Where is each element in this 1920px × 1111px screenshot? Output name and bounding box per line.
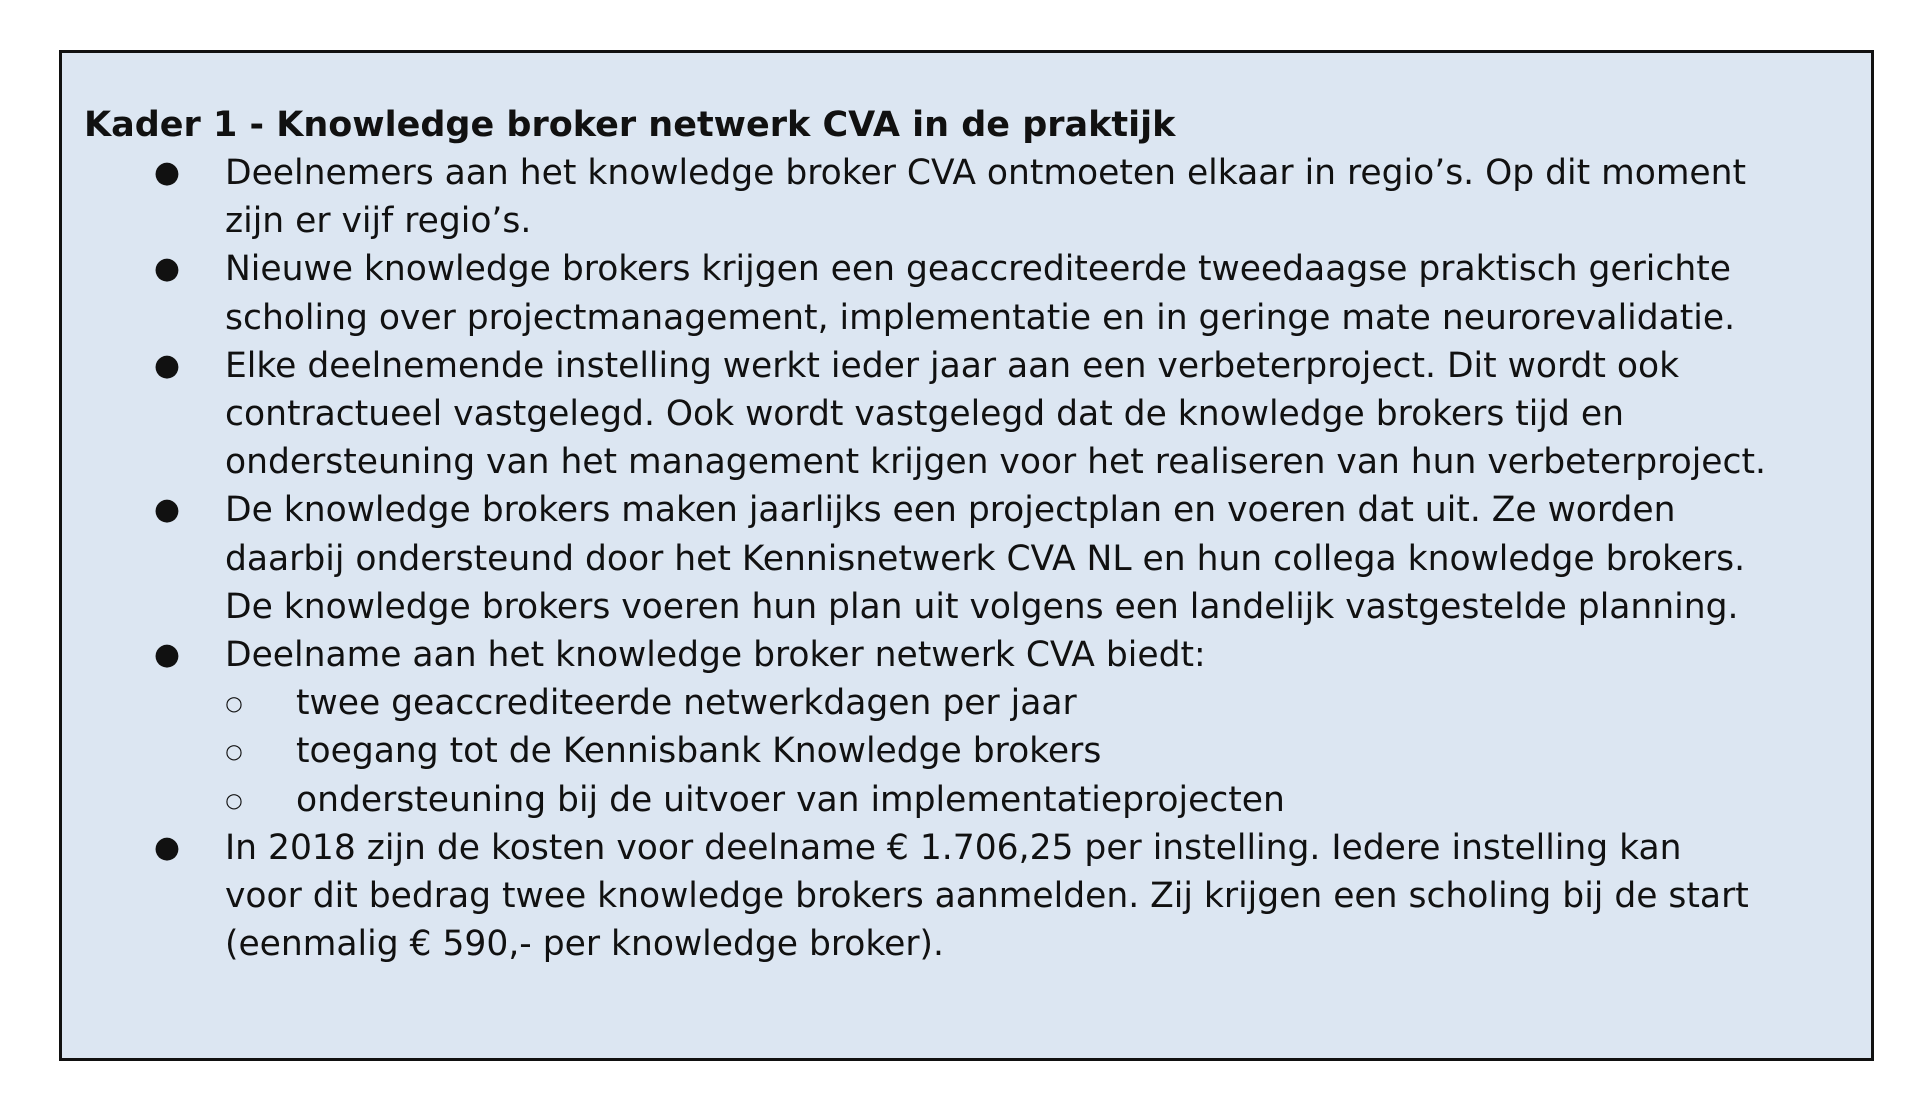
- list-item-line: Elke deelnemende instelling werkt ieder jaar aan een verbeterproject. Dit wordt ook: [225, 345, 1680, 386]
- sub-list-item: [225, 776, 1851, 824]
- list-item-line: voor dit bedrag twee knowledge brokers aanmelden. Zij krijgen een scholing bij de start: [225, 876, 1749, 917]
- list-item-line: De knowledge brokers maken jaarlijks een projectplan en voeren dat uit. Ze worden: [225, 490, 1676, 531]
- sub-list: [225, 679, 1851, 824]
- list-item-line: ondersteuning van het management krijgen voor het realiseren van hun verbeterproject.: [225, 442, 1766, 483]
- list-item: [84, 824, 1851, 969]
- hollow-circle-icon: ○: [225, 787, 243, 812]
- bullet-dot-icon: ●: [153, 347, 181, 383]
- bullet-dot-icon: ●: [153, 637, 181, 673]
- list-item: [84, 342, 1851, 487]
- list-item: [84, 486, 1851, 631]
- sub-list-item-text: twee geaccrediteerde netwerkdagen per jaar: [296, 683, 1077, 724]
- list-item-line: Deelnemers aan het knowledge broker CVA ontmoeten elkaar in regio’s. Op dit moment: [225, 153, 1747, 193]
- list-item-line: scholing over projectmanagement, implementatie en in geringe mate neurorevalidatie.: [225, 297, 1736, 338]
- kader-title: Kader 1 - Knowledge broker netwerk CVA in de praktijk: [84, 105, 1176, 145]
- sub-list-item-text: toegang tot de Kennisbank Knowledge brokers: [296, 731, 1102, 772]
- list-item-line: Nieuwe knowledge brokers krijgen een geaccrediteerde tweedaagse praktisch gerichte: [225, 249, 1731, 290]
- bullet-dot-icon: ●: [153, 155, 181, 190]
- list-item: [84, 149, 1851, 245]
- list-item-line: De knowledge brokers voeren hun plan uit volgens een landelijk vastgestelde planning.: [225, 586, 1739, 627]
- list-item-line: daarbij ondersteund door het Kennisnetwerk CVA NL en hun collega knowledge brokers.: [225, 538, 1746, 579]
- sub-list-item-text: ondersteuning bij de uitvoer van implementatieprojecten: [296, 779, 1285, 820]
- kader-box: [59, 50, 1874, 1061]
- sub-list-item: [225, 679, 1851, 727]
- list-item-line: contractueel vastgelegd. Ook wordt vastgelegd dat de knowledge brokers tijd en: [225, 394, 1624, 435]
- bullet-dot-icon: ●: [153, 251, 181, 287]
- hollow-circle-icon: ○: [225, 739, 243, 764]
- list-item-line: (eenmalig € 590,- per knowledge broker).: [225, 924, 944, 965]
- list-item: [84, 631, 1851, 824]
- list-item-line: zijn er vijf regio’s.: [225, 201, 532, 242]
- kader-list: [84, 149, 1851, 968]
- sub-list-item: [225, 727, 1851, 775]
- list-item-line: In 2018 zijn de kosten voor deelname € 1.706,25 per instelling. Iedere instelling kan: [225, 827, 1682, 868]
- bullet-dot-icon: ●: [153, 492, 181, 528]
- list-item-line: Deelname aan het knowledge broker netwerk CVA biedt:: [225, 635, 1206, 676]
- hollow-circle-icon: ○: [225, 691, 243, 716]
- bullet-dot-icon: ●: [153, 829, 181, 865]
- list-item: [84, 245, 1851, 341]
